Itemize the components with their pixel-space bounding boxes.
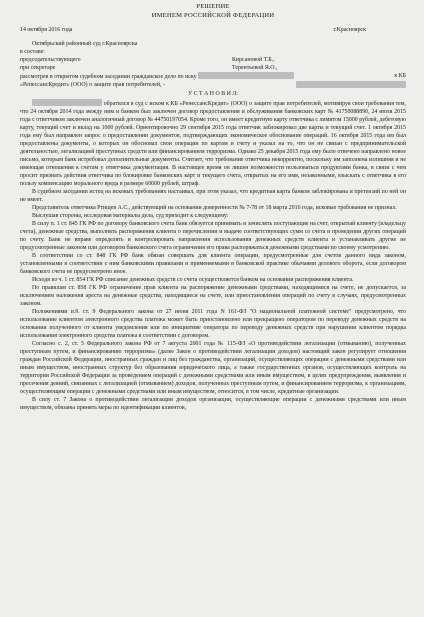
judge-row: [20, 56, 406, 64]
paragraph-text: обратился в суд с иском к КБ «РенессансКредит» (ООО) о защите прав потребителей, мотивируя свои требования тем, что 24 октября 2014 года между ним и банком был заключен договор предоставления и обслуживания банковских карт № 41750088890, 24 июля 2015 года с ответчиком заключен аналогичный договор № 44750197054. Кроме того, он имеет кредитную карту ответчика с лимитом 15000 рублей, дебетовую карту, текущий счет и вклад на 1000 рублей. Ориентировочно 29 сентября 2015 года ответчик заблокировал две карты и текущий счет. 1 октября 2015 года ему был направлен запрос о предоставлении документов, подтверждающих экономическое обоснование операций. 16 октября 2015 года им был предоставлены документы, о которых он обосновал свои операции по картам и счету и указал на то, что он не связан с предпринимательской деятельностью, легализацией преступных средств или финансированием терроризма. Однако 25 декабря 2015 года ему было отвечено направлено новое письмо, которым банк истребовал дополнительные документы. Считает, что требование ответчика некорректно, поскольку им заполнена излишняя и не имеющая отношения к счетам у ответчика документация. В настоящее время он лишен возможности пользоваться продуктами банка, в связи с чем просит признать действия ответчика по блокировке банковских карт и текущего счета, открытых на его имя, незаконными, взыскать с ответчика в его пользу компенсацию морального вреда в размере 60000 рублей, штраф.: [20, 101, 406, 188]
doc-subtitle: ИМЕНЕМ РОССИЙСКОЙ ФЕДЕРАЦИИ: [151, 11, 275, 19]
composition-label: в составе:: [20, 49, 45, 56]
section-heading: У С Т А Н О В И Л:: [187, 91, 239, 98]
hearing-text-end: к КБ: [394, 73, 406, 80]
paragraph: Исходя из ч. 1 ст. 854 ГК РФ списание денежных средств со счета осуществляется банком на основании распоряжения клиента.: [32, 277, 354, 284]
redacted-name: [32, 99, 102, 106]
judge-name: Кирсановой Т.Б.,: [232, 57, 275, 64]
paragraph: По правилам ст. 858 ГК РФ ограничение прав клиента на распоряжение денежными средствами, находящимися на счете, не допускается, за исключением наложения ареста на денежные средства, находящиеся на счете, или приостановления операций по счету в случаях, предусмотренных законом.: [20, 285, 406, 308]
decision-date: 14 октября 2016 года: [20, 27, 73, 34]
paragraph: В силу ст. 7 Закона о противодействии легализации доходов организации, осуществляющие операции с денежными средствами или иным имуществом, обязаны принять меры по идентификации клиентов,: [20, 397, 406, 412]
secretary-row: [20, 64, 406, 72]
paragraph: Положениями п.9. ст. 9 Федерального закона от 27 июня 2011 года N 161-ФЗ "О национальной платежной системе" предусмотрено, что использование клиентом электронного средства платежа может быть приостановлено или прекращено оператором по переводу денежных средств на основании полученного от клиента уведомления или по инициативе оператора по переводу денежных средств при нарушении клиентом порядка использования электронного средства платежа в соответствии с договором.: [20, 309, 406, 340]
date-city-row: [20, 26, 406, 34]
hearing-row-2: [20, 81, 406, 89]
paragraph: В соответствии со ст. 848 ГК РФ банк обязан совершать для клиента операции, предусмотренные для счетов данного вида законом, установленными в соответствии с ним банковскими правилами и применяемыми в банковской практике обычаями делового оборота, если договором банковского счета не предусмотрено иное.: [20, 253, 406, 276]
paragraph: Представитель ответчика Ртищев А.С., действующий на основании доверенности № 7-78 от 18 марта 2016 года, исковые требования не признал.: [32, 205, 397, 212]
redacted-name: [198, 72, 294, 79]
hearing-text-2: «РенессансКредит» (ООО) о защите прав потребителей, -: [20, 82, 165, 89]
hearing-text: рассмотрев в открытом судебном заседании гражданское дело по иску: [20, 74, 197, 81]
paragraph: Согласно с. 2, ст. 5 Федерального закона РФ от 7 августа 2001 года № 115-ФЗ «О противодействии легализации (отмыванию), полученных преступным путем, и финансированию терроризма» (далее Закон о противодействии легализации доходов) настоящий закон регулирует отношения граждан Российской Федерации, иностранных граждан и лиц без гражданства, организаций, осуществляющих операции с денежными средствами или иным имуществом, иностранных структур без образования юридического лица, а также государственных органов, осуществляющих контроль на территории Российской Федерации за проведением операций с денежными средствами или иным имуществом, в целях предупреждения, выявления и пресечения деяний, связанных с легализацией (отмыванием) доходов, полученных преступным путем, и финансированием терроризма, к организациям, осуществляющим операции с денежными средствами или иным имуществом, относится, в том числе, кредитные организации.: [20, 341, 406, 396]
court-name: Октябрьский районный суд г.Красноярска: [32, 41, 138, 48]
paragraph: Выслушав стороны, исследовав материалы дела, суд приходит к следующему:: [32, 213, 229, 220]
paragraph: В судебном заседании истец на исковых требованиях настаивал, при этом указал, что кредитная карта банком заблокирована и претензий по ней он не имеет.: [20, 189, 406, 204]
paragraph: В силу п. 1 ст. 845 ГК РФ по договору банковского счета банк обязуется принимать и зачислять поступающие на счет, открытый клиенту (владельцу счета), денежные средства, выполнять распоряжения клиента о перечислении и выдаче соответствующих сумм со счета и проведении других операций по счету. Банк не вправе определять и контролировать направления использования денежных средств клиента и устанавливать другие не предусмотренные законом или договором банковского счета ограничения его права распоряжаться денежными средствами по своему усмотрению.: [20, 221, 406, 252]
doc-title: РЕШЕНИЕ: [196, 3, 230, 10]
redacted-name: [296, 81, 406, 88]
hearing-row: [20, 72, 406, 81]
decision-city: г.Красноярск: [333, 27, 366, 34]
paragraph: [20, 99, 406, 188]
secretary-label: при секретаре: [20, 65, 56, 72]
judge-label: председательствующего: [20, 57, 81, 64]
secretary-name: Терентьевой Я.О.,: [232, 65, 278, 72]
